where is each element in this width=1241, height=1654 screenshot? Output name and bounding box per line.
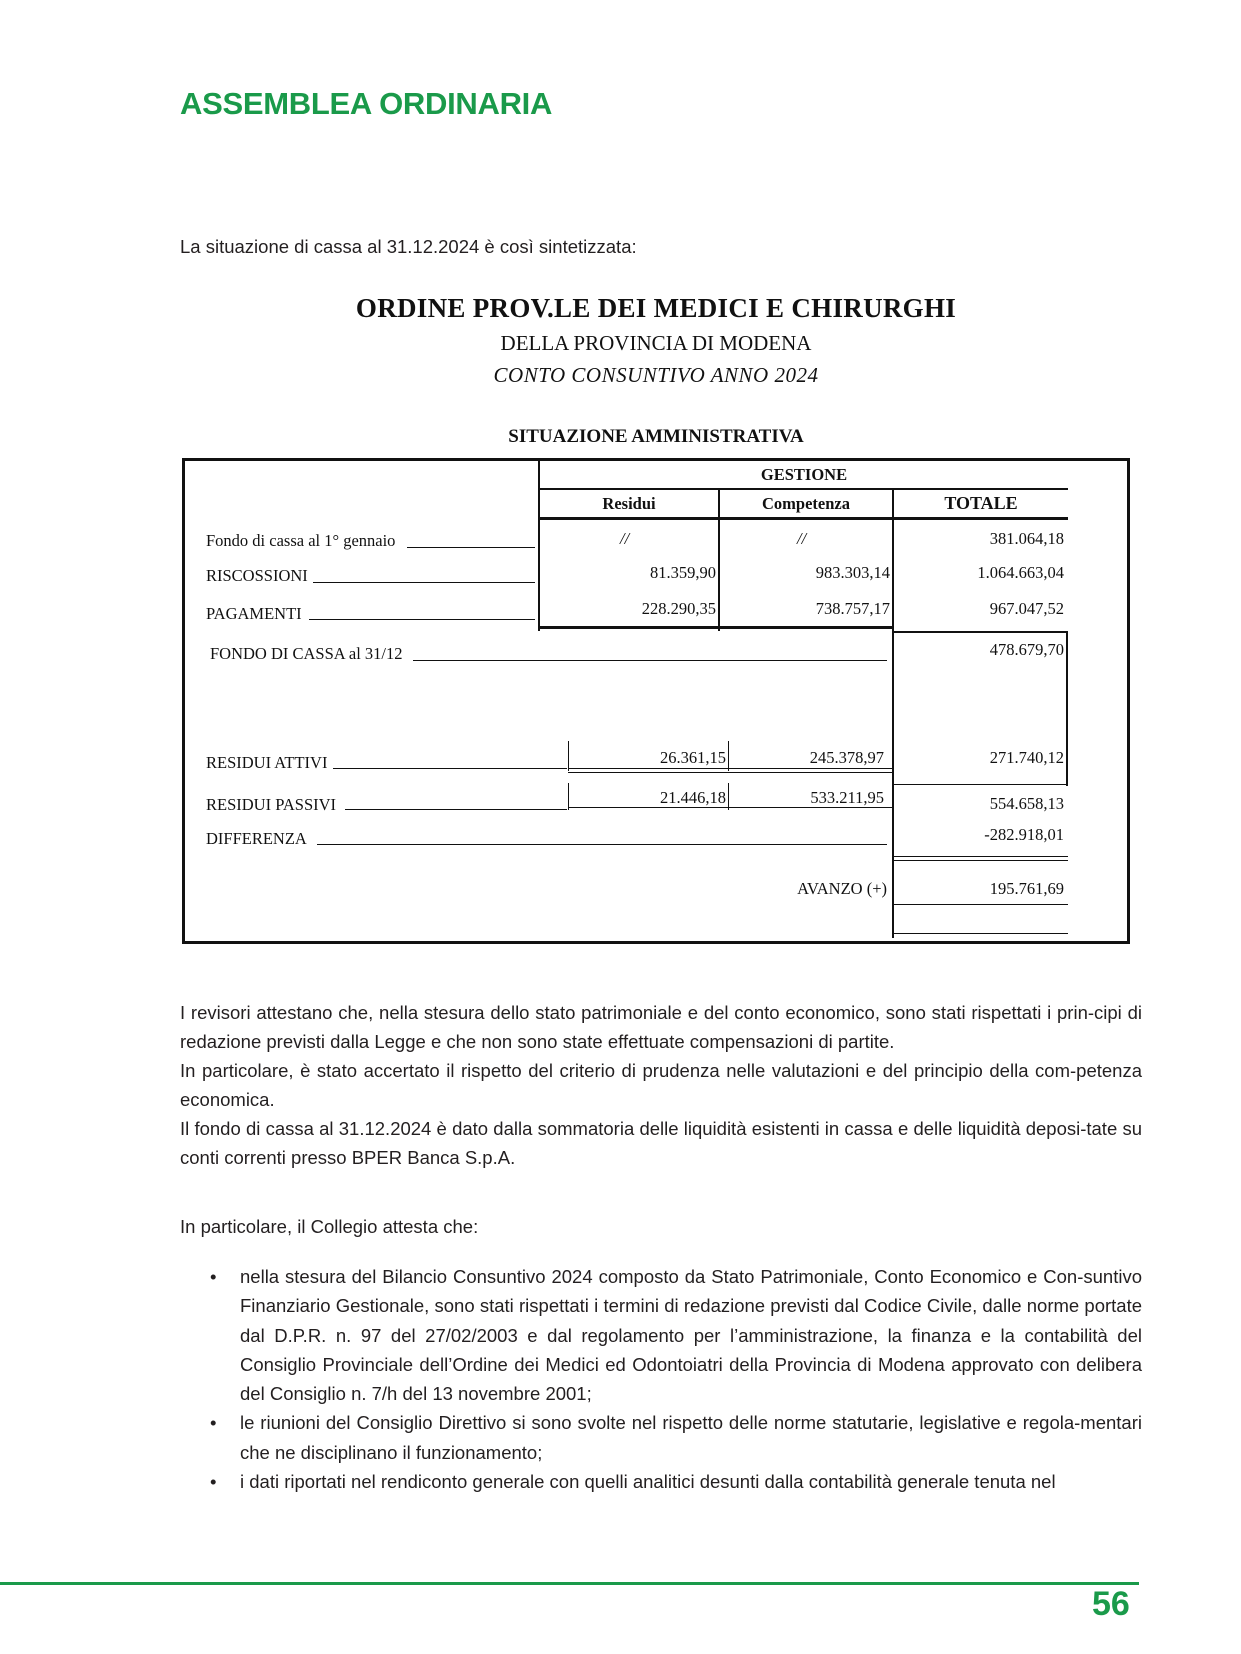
collegio-intro: In particolare, il Collegio attesta che: <box>180 1216 479 1237</box>
cell-fondo-dicembre-totale: 478.679,70 <box>989 640 1064 659</box>
cell-fondo-gennaio-competenza: // <box>797 529 807 548</box>
row-label-residui-passivi: RESIDUI PASSIVI <box>206 795 337 814</box>
list-item <box>180 1408 1142 1467</box>
scan-section-title: SITUAZIONE AMMINISTRATIVA <box>508 426 804 447</box>
row-label-pagamenti: PAGAMENTI <box>206 604 302 623</box>
cell-residui-passivi-totale: 554.658,13 <box>989 794 1064 813</box>
bullet-icon: • <box>210 1266 217 1287</box>
bullet-icon: • <box>210 1471 217 1493</box>
header-competenza: Competenza <box>762 494 850 513</box>
scan-title: ORDINE PROV.LE DEI MEDICI E CHIRURGHI <box>355 293 957 323</box>
intro-text: La situazione di cassa al 31.12.2024 è così sintetizzata: <box>180 236 637 257</box>
cell-residui-passivi-competenza: 533.211,95 <box>810 788 884 807</box>
cell-residui-passivi-residui: 21.446,18 <box>660 788 726 807</box>
row-label-riscossioni: RISCOSSIONI <box>206 566 308 585</box>
header-residui: Residui <box>602 494 656 513</box>
cell-riscossioni-totale: 1.064.663,04 <box>977 563 1064 582</box>
paragraph: I revisori attestano che, nella stesura dello stato patrimoniale e del conto economico, sono stati rispettati i prin-cipi di redazione previsti dalla Legge e che non sono state effettuate compensazioni di partite. <box>180 1002 1142 1052</box>
list-item <box>180 1467 1142 1496</box>
page-number: 56 <box>1092 1585 1130 1623</box>
row-label-fondo-gennaio: Fondo di cassa al 1° gennaio <box>206 531 396 550</box>
paragraph: In particolare, è stato accertato il rispetto del criterio di prudenza nelle valutazioni e del principio della com-petenza economica. <box>180 1060 1142 1110</box>
scan-year: CONTO CONSUNTIVO ANNO 2024 <box>493 363 819 387</box>
header-totale: TOTALE <box>944 493 1018 513</box>
cell-fondo-gennaio-residui: // <box>620 529 630 548</box>
cell-pagamenti-totale: 967.047,52 <box>989 599 1064 618</box>
cell-riscossioni-competenza: 983.303,14 <box>815 563 890 582</box>
header-gestione: GESTIONE <box>760 465 848 484</box>
scanned-table-image <box>180 285 1132 945</box>
list-item-text: nella stesura del Bilancio Consuntivo 2024 composto da Stato Patrimoniale, Conto Economico e Con-suntivo Finanziario Gestionale, sono stati rispettati i termini di redazione previsti dal Codice Civile, dalle norme portate dal D.P.R. n. 97 del 27/02/2003 e dal regolamento per l’amministrazione, la finanza e la contabilità del Consiglio Provinciale dell’Ordine dei Medici ed Odontoiatri della Provincia di Modena approvato con delibera del Consiglio n. 7/h del 13 novembre 2001; <box>240 1266 1142 1405</box>
list-item-text: i dati riportati nel rendiconto generale con quelli analitici desunti dalla contabilità generale tenuta nel <box>240 1471 1056 1493</box>
cell-riscossioni-residui: 81.359,90 <box>650 563 716 582</box>
list-item-text: le riunioni del Consiglio Direttivo si sono svolte nel rispetto delle norme statutarie, legislative e regola-mentari che ne disciplinano il funzionamento; <box>240 1412 1142 1463</box>
footer-divider <box>0 1582 1139 1585</box>
page-title: ASSEMBLEA ORDINARIA <box>180 86 553 121</box>
cell-avanzo-totale: 195.761,69 <box>989 879 1064 898</box>
cell-pagamenti-residui: 228.290,35 <box>641 599 716 618</box>
revisori-paragraphs <box>180 998 1142 1172</box>
cell-fondo-gennaio-totale: 381.064,18 <box>989 529 1064 548</box>
bullet-icon: • <box>210 1412 217 1434</box>
row-label-differenza: DIFFERENZA <box>206 829 307 848</box>
cell-residui-attivi-residui: 26.361,15 <box>660 748 726 767</box>
cell-residui-attivi-totale: 271.740,12 <box>989 748 1064 767</box>
row-label-residui-attivi: RESIDUI ATTIVI <box>206 753 328 772</box>
scan-subtitle: DELLA PROVINCIA DI MODENA <box>500 331 812 355</box>
list-item <box>180 1262 1142 1408</box>
cell-residui-attivi-competenza: 245.378,97 <box>809 748 884 767</box>
cell-pagamenti-competenza: 738.757,17 <box>815 599 890 618</box>
attestation-list <box>180 1262 1142 1496</box>
cell-differenza-totale: -282.918,01 <box>984 825 1064 844</box>
financial-table <box>182 458 1130 944</box>
row-label-fondo-dicembre: FONDO DI CASSA al 31/12 <box>210 644 403 663</box>
paragraph: Il fondo di cassa al 31.12.2024 è dato dalla sommatoria delle liquidità esistenti in cassa e delle liquidità deposi-tate su conti correnti presso BPER Banca S.p.A. <box>180 1118 1142 1168</box>
row-label-avanzo: AVANZO (+) <box>797 879 887 898</box>
